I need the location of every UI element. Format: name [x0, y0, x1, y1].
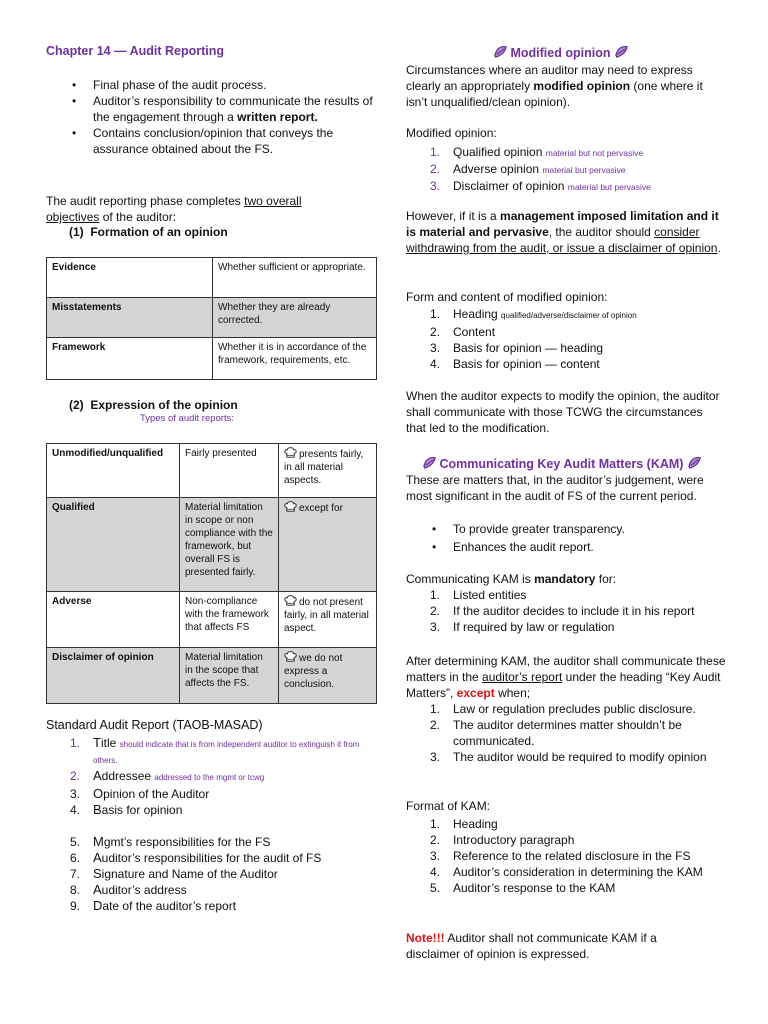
list-item: 4. Basis for opinion — content	[430, 357, 600, 371]
expression-heading: (2) Expression of the opinion	[69, 398, 238, 412]
list-item: 2. Introductory paragraph	[430, 833, 575, 847]
list-item: 1. Heading	[430, 817, 498, 831]
mandatory-list	[430, 587, 733, 635]
table-row: Evidence Whether sufficient or appropriate.	[47, 258, 377, 298]
list-item: 3. The auditor would be required to modify opinion	[430, 750, 707, 764]
table-row: Unmodified/unqualified Fairly presented presents fairly, in all material aspects.	[47, 444, 377, 498]
form-label: Form and content of modified opinion:	[406, 290, 608, 304]
standard-report-title: Standard Audit Report (TAOB-MASAD)	[46, 718, 263, 732]
table-row: Framework Whether it is in accordance of the framework, requirements, etc.	[47, 338, 377, 380]
list-item: 3. Opinion of the Auditor	[70, 786, 210, 801]
chef-hat-icon	[284, 501, 297, 513]
list-item: 3. Reference to the related disclosure in the FS	[430, 849, 691, 863]
format-label: Format of KAM:	[406, 799, 491, 813]
tcwg-paragraph: When the auditor expects to modify the opinion, the auditor shall communicate with those TCWG the circumstances that led to the modification.	[406, 389, 720, 435]
list-item: 8. Auditor’s address	[70, 882, 187, 897]
criteria-table	[46, 257, 377, 380]
kam-intro: These are matters that, in the auditor’s judgement, were most significant in the audit of FS of the current period.	[406, 473, 704, 503]
list-item: 1. Law or regulation precludes public disclosure.	[430, 702, 696, 716]
table-row: Qualified Material limitation in scope or non compliance with the framework, but overall FS is presented fairly. except for	[47, 498, 377, 592]
list-item: 4. Basis for opinion	[70, 802, 183, 817]
list-item: 3. If required by law or regulation	[430, 620, 615, 634]
chapter-title: Chapter 14 — Audit Reporting	[46, 44, 225, 58]
kam-heading: Communicating Key Audit Matters (KAM)	[422, 455, 701, 471]
ribbon-icon	[614, 44, 628, 58]
list-item: 7. Signature and Name of the Auditor	[70, 866, 278, 881]
chef-hat-icon	[284, 447, 297, 459]
list-item: 1. Qualified opinion material but not pervasive	[430, 145, 644, 159]
note-paragraph: Note!!! Auditor shall not communicate KAM if a disclaimer of opinion is expressed.	[406, 931, 657, 961]
list-item: • Auditor’s responsibility to communicate the results of the engagement through a written report.	[93, 93, 379, 125]
list-item: 2. Adverse opinion material but pervasive	[430, 162, 626, 176]
types-caption: Types of audit reports:	[140, 413, 234, 424]
kam-bullets	[453, 521, 723, 555]
list-item: • To provide greater transparency.	[453, 521, 723, 537]
list-item: 2. If the auditor decides to include it in his report	[430, 604, 695, 618]
standard-report-list	[70, 735, 383, 914]
list-item: 2. The auditor determines matter shouldn’t be communicated.	[430, 718, 682, 748]
modified-label: Modified opinion:	[406, 126, 497, 140]
list-item: 1. Heading qualified/adverse/disclaimer of opinion	[430, 307, 637, 321]
list-item: 1. Listed entities	[430, 588, 527, 602]
list-item: 4. Auditor’s consideration in determining the KAM	[430, 865, 703, 879]
modified-intro: Circumstances where an auditor may need to express clearly an appropriately modified opinion (one where it isn’t unqualified/clean opinion).	[406, 63, 703, 109]
chef-hat-icon	[284, 651, 297, 663]
list-item: 1. Title should indicate that is from independent auditor to extinguish it from others.	[70, 735, 360, 765]
chef-hat-icon	[284, 595, 297, 607]
format-list	[430, 816, 723, 896]
list-item: • Contains conclusion/opinion that conveys the assurance obtained about the FS.	[93, 125, 379, 157]
form-list	[430, 306, 733, 372]
except-list	[430, 701, 723, 765]
objectives-paragraph: The audit reporting phase completes two overall objectives of the auditor:	[46, 194, 302, 224]
audit-reports-table	[46, 443, 377, 704]
list-item: 3. Basis for opinion — heading	[430, 341, 604, 355]
list-item: 6. Auditor’s responsibilities for the audit of FS	[70, 850, 322, 865]
after-paragraph: After determining KAM, the auditor shall communicate these matters in the auditor’s report under the heading “Key Audit Matters”, except when;	[406, 654, 726, 700]
table-row: Misstatements Whether they are already corrected.	[47, 298, 377, 338]
however-paragraph: However, if it is a management imposed limitation and it is material and pervasive, the auditor should consider withdrawing from the audit, or issue a disclaimer of opinion.	[406, 209, 721, 255]
table-row: Adverse Non-compliance with the framework that affects FS do not present fairly, in all material aspect.	[47, 592, 377, 648]
list-item: 3. Disclaimer of opinion material but pervasive	[430, 179, 651, 193]
ribbon-icon	[422, 455, 436, 469]
intro-bullets	[93, 77, 379, 157]
mandatory-line: Communicating KAM is mandatory for:	[406, 572, 617, 586]
list-item: 2. Content	[430, 325, 496, 339]
modified-opinion-heading: Modified opinion	[493, 44, 628, 60]
list-item: • Enhances the audit report.	[453, 539, 723, 555]
formation-heading: (1) Formation of an opinion	[69, 225, 228, 239]
list-item: 5. Auditor’s response to the KAM	[430, 881, 616, 895]
modified-list	[430, 144, 733, 195]
list-item: 9. Date of the auditor’s report	[70, 898, 237, 913]
list-item: 5. Mgmt’s responsibilities for the FS	[70, 834, 271, 849]
ribbon-icon	[687, 455, 701, 469]
table-row: Disclaimer of opinion Material limitation in the scope that affects the FS. we do not express a conclusion.	[47, 648, 377, 704]
list-item: 2. Addressee addressed to the mgmt or tcwg	[70, 768, 265, 783]
ribbon-icon	[493, 44, 507, 58]
list-item: • Final phase of the audit process.	[93, 77, 379, 93]
